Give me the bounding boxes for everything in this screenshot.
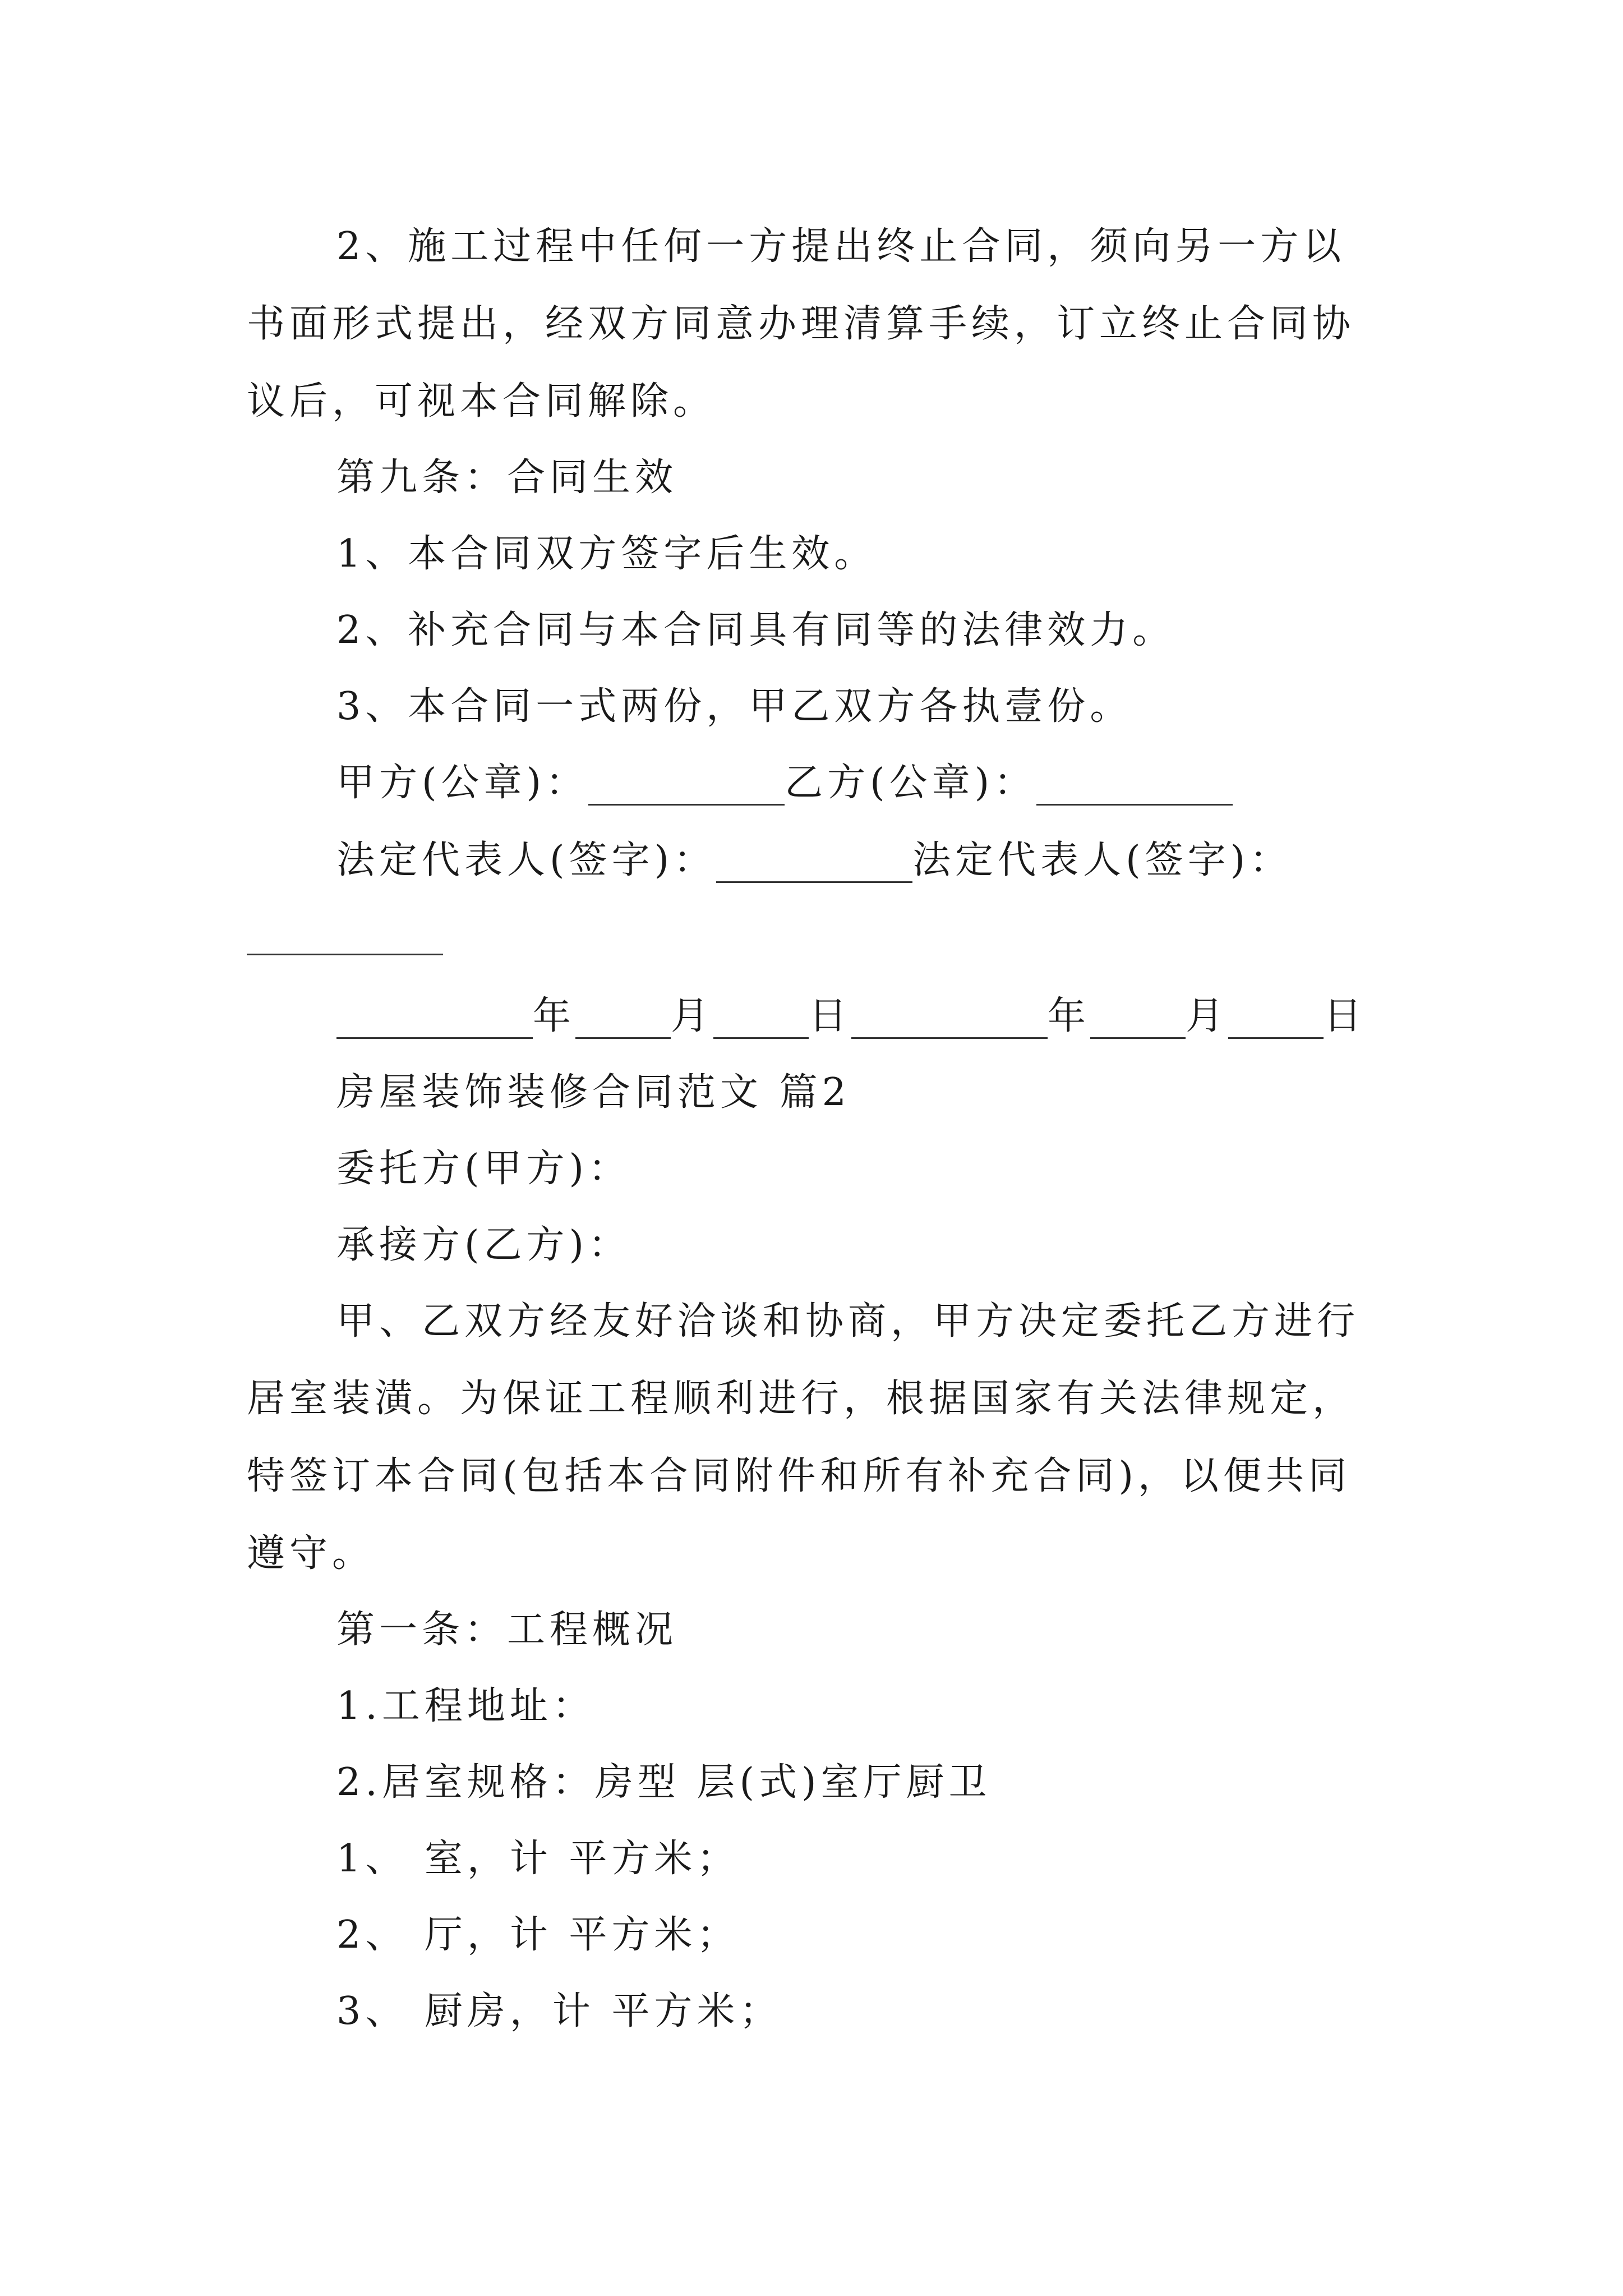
paragraph-line: 议后，可视本合同解除。 — [247, 379, 716, 424]
date-year-label: 年 — [1048, 994, 1091, 1038]
date-day-label: 日 — [809, 994, 852, 1038]
paragraph-line: 书面形式提出，经双方同意办理清算手续，订立终止合同协 — [247, 302, 1355, 346]
paragraph-line: 遵守。 — [247, 1531, 375, 1576]
paragraph-line: 2、施工过程中任何一方提出终止合同，须向另一方以 — [336, 224, 1346, 269]
paragraph-line: 甲、乙双方经友好洽谈和协商，甲方决定委托乙方进行 — [336, 1299, 1360, 1343]
party-b-seal-label: 乙方(公章)： — [785, 761, 1037, 805]
date-year-label: 年 — [533, 994, 576, 1038]
legal-rep-line — [336, 838, 1514, 883]
contractor-label: 承接方(乙方)： — [336, 1223, 631, 1267]
party-b-legal-rep-label: 法定代表人(签字)： — [912, 838, 1293, 882]
party-a-legal-rep-blank — [716, 842, 912, 883]
date-month-label: 月 — [671, 994, 714, 1038]
seal-line — [336, 761, 1514, 806]
client-label: 委托方(甲方)： — [336, 1147, 631, 1191]
date-blank — [1228, 998, 1324, 1039]
room-item-1: 1、 室，计 平方米； — [336, 1837, 740, 1881]
date-blank — [1090, 998, 1186, 1039]
article-9-item-3: 3、本合同一式两份，甲乙双方各执壹份。 — [336, 684, 1133, 729]
date-day-label: 日 — [1324, 994, 1367, 1038]
room-item-3: 3、 厨房，计 平方米； — [336, 1989, 782, 2033]
party-a-seal-label: 甲方(公章)： — [336, 761, 589, 805]
article-1-title: 第一条：工程概况 — [336, 1608, 678, 1652]
article-9-item-2: 2、补充合同与本合同具有同等的法律效力。 — [336, 608, 1175, 652]
date-blank — [851, 998, 1048, 1039]
date-blank — [713, 998, 809, 1039]
room-item-2: 2、 厅，计 平方米； — [336, 1913, 740, 1957]
date-blank — [336, 998, 533, 1039]
party-b-seal-blank — [1036, 765, 1233, 806]
paragraph-line: 居室装潢。为保证工程顺利进行，根据国家有关法律规定， — [247, 1377, 1355, 1421]
document-2-title: 房屋装饰装修合同范文 篇2 — [336, 1070, 851, 1115]
article-9-title: 第九条：合同生效 — [336, 455, 678, 500]
date-line — [336, 994, 1514, 1039]
paragraph-line: 特签订本合同(包括本合同附件和所有补充合同)，以便共同 — [247, 1454, 1352, 1498]
party-b-legal-rep-blank — [247, 954, 443, 955]
date-month-label: 月 — [1186, 994, 1229, 1038]
article-1-item-1: 1.工程地址： — [336, 1684, 595, 1728]
article-1-item-2: 2.居室规格：房型 层(式)室厅厨卫 — [336, 1760, 992, 1805]
article-9-item-1: 1、本合同双方签字后生效。 — [336, 532, 877, 576]
date-blank — [575, 998, 671, 1039]
party-a-legal-rep-label: 法定代表人(签字)： — [336, 838, 717, 882]
party-a-seal-blank — [588, 765, 785, 806]
